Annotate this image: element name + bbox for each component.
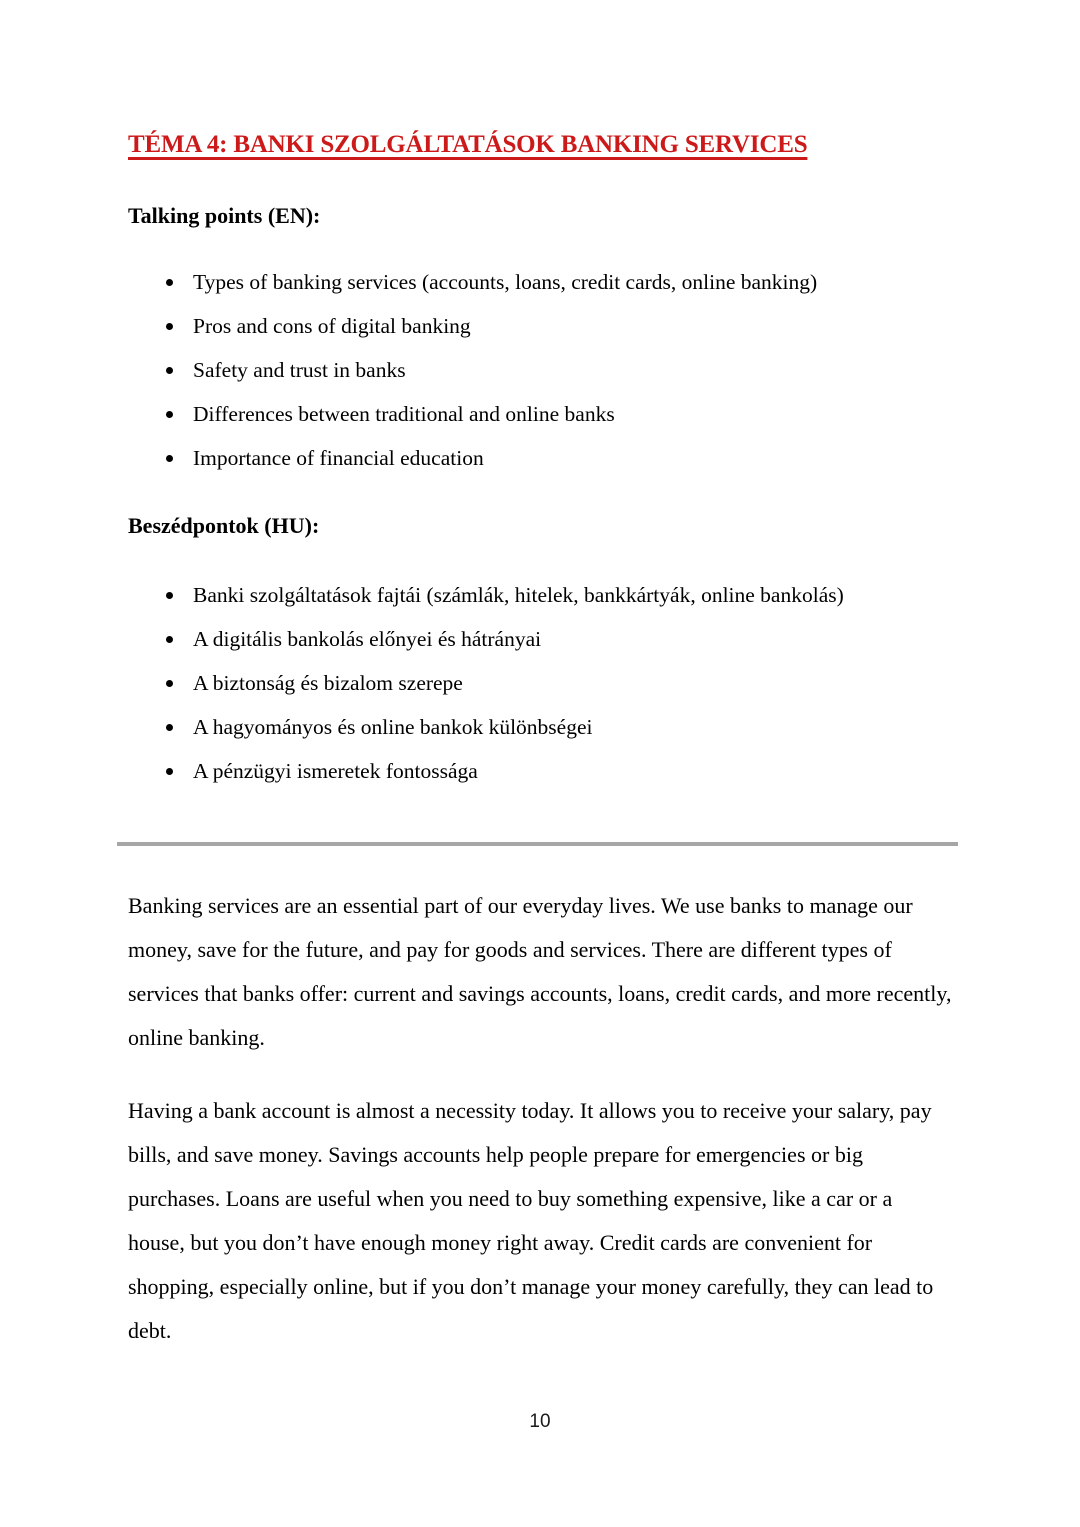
list-item-text: Differences between traditional and online banks — [193, 402, 615, 426]
list-item-text: A biztonság és bizalom szerepe — [193, 671, 463, 695]
list-item-text: Pros and cons of digital banking — [193, 314, 471, 338]
bullet-icon — [166, 636, 173, 643]
beszedpontok-list — [128, 573, 953, 793]
bullet-icon — [166, 724, 173, 731]
list-item — [128, 749, 953, 793]
horizontal-divider — [117, 842, 958, 846]
list-item-text: A digitális bankolás előnyei és hátrányai — [193, 627, 542, 651]
list-item — [128, 573, 953, 617]
list-item — [128, 617, 953, 661]
list-item — [128, 705, 953, 749]
section-title: TÉMA 4: BANKI SZOLGÁLTATÁSOK BANKING SERVICES — [128, 131, 808, 158]
bullet-icon — [166, 367, 173, 374]
list-item — [128, 392, 953, 436]
body-paragraph: Having a bank account is almost a necessity today. It allows you to receive your salary, pay bills, and save money. Savings accounts help people prepare for emergencies or big purchases. Loans are useful when you need to buy something expensive, like a car or a house, but you don’t have enough money right away. Credit cards are convenient for shopping, especially online, but if you don’t manage your money carefully, they can lead to debt. — [128, 1098, 934, 1343]
bullet-icon — [166, 680, 173, 687]
bullet-icon — [166, 768, 173, 775]
list-item — [128, 661, 953, 705]
list-item-text: A pénzügyi ismeretek fontossága — [193, 759, 478, 783]
list-item-text: A hagyományos és online bankok különbségei — [193, 715, 593, 739]
bullet-icon — [166, 592, 173, 599]
body-paragraph: Banking services are an essential part of our everyday lives. We use banks to manage our money, save for the future, and pay for goods and services. There are different types of services that banks offer: current and savings accounts, loans, credit cards, and more recently, online banking. — [128, 893, 952, 1050]
list-item — [128, 260, 953, 304]
list-item — [128, 348, 953, 392]
list-item-text: Types of banking services (accounts, loans, credit cards, online banking) — [193, 270, 818, 294]
list-item-text: Banki szolgáltatások fajtái (számlák, hitelek, bankkártyák, online bankolás) — [193, 583, 844, 607]
beszedpontok-heading: Beszédpontok (HU): — [128, 513, 320, 538]
talking-points-heading: Talking points (EN): — [128, 203, 321, 228]
page-number: 10 — [529, 1411, 551, 1432]
list-item-text: Safety and trust in banks — [193, 358, 406, 382]
bullet-icon — [166, 411, 173, 418]
list-item — [128, 304, 953, 348]
list-item-text: Importance of financial education — [193, 446, 484, 470]
bullet-icon — [166, 323, 173, 330]
bullet-icon — [166, 455, 173, 462]
bullet-icon — [166, 279, 173, 286]
list-item — [128, 436, 953, 480]
talking-points-list — [128, 260, 953, 480]
